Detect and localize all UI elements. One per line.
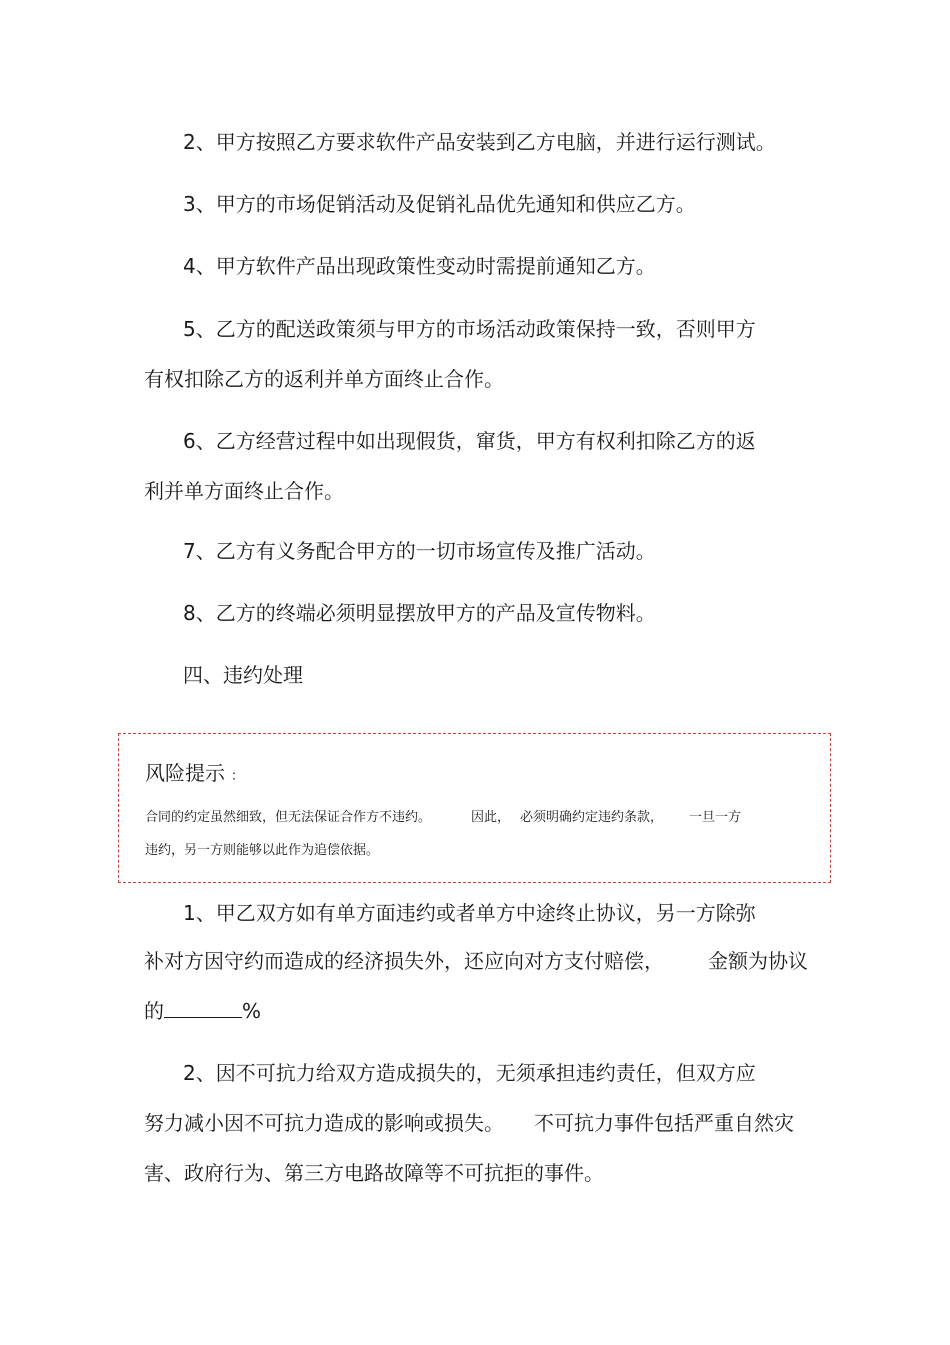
risk-tip-line1-part2: 因此，	[471, 810, 511, 825]
breach-clause-2-line2	[144, 1110, 794, 1136]
breach-clause-1-line1: 1、甲乙双方如有单方面违约或者单方中途终止协议，另一方除弥	[183, 901, 756, 925]
risk-tip-title	[145, 760, 244, 790]
breach-clause-2-line2-part2: 不可抗力事件包括严重自然灾	[534, 1111, 794, 1135]
risk-tip-line1-part1: 合同的约定虽然细致，但无法保证合作方不违约。	[145, 810, 432, 825]
breach-clause-2-line1: 2、因不可抗力给双方造成损失的，无须承担违约责任，但双方应	[183, 1061, 756, 1085]
risk-tip-line1-part4: 一旦一方	[689, 810, 742, 825]
risk-tip-title-text: 风险提示	[145, 761, 225, 785]
clause-5-line1: 5、乙方的配送政策须与甲方的市场活动政策保持一致，否则甲方	[183, 317, 756, 341]
clause-3-promotion: 3、甲方的市场促销活动及促销礼品优先通知和供应乙方。	[183, 192, 696, 216]
breach-clause-1-line2-part2: 金额为协议	[708, 949, 808, 973]
breach-clause-1-line3	[144, 998, 261, 1024]
risk-tip-line2: 违约，另一方则能够以此作为追偿依据。	[145, 843, 380, 858]
breach-clause-2-line2-part1: 努力减小因不可抗力造成的影响或损失。	[144, 1111, 504, 1135]
risk-tip-line1-part3: 必须明确约定违约条款，	[520, 810, 664, 825]
risk-tip-line1	[145, 809, 741, 827]
risk-tip-colon: ：	[231, 769, 245, 784]
clause-8-display: 8、乙方的终端必须明显摆放甲方的产品及宣传物料。	[183, 601, 656, 625]
breach-clause-2-line3: 害、政府行为、第三方电路故障等不可抗拒的事件。	[144, 1161, 604, 1185]
clause-7-marketing: 7、乙方有义务配合甲方的一切市场宣传及推广活动。	[183, 539, 656, 563]
risk-tip-box	[118, 733, 831, 883]
clause-5-line2: 有权扣除乙方的返利并单方面终止合作。	[144, 367, 504, 391]
breach-clause-1-line3-part1: 的	[144, 999, 164, 1023]
clause-6-line1: 6、乙方经营过程中如出现假货，窜货，甲方有权利扣除乙方的返	[183, 429, 756, 453]
breach-clause-1-line2-part1: 补对方因守约而造成的经济损失外，还应向对方支付赔偿，	[144, 949, 664, 973]
clause-4-policy-change: 4、甲方软件产品出现政策性变动时需提前通知乙方。	[183, 254, 656, 278]
percent-sign: %	[242, 999, 262, 1023]
percentage-blank-field[interactable]	[164, 999, 242, 1018]
clause-2-supply: 2、甲方按照乙方要求软件产品安装到乙方电脑，并进行运行测试。	[183, 130, 776, 154]
clause-6-line2: 利并单方面终止合作。	[144, 479, 344, 503]
section-heading-breach: 四、违约处理	[183, 663, 303, 687]
breach-clause-1-line2	[144, 948, 808, 974]
